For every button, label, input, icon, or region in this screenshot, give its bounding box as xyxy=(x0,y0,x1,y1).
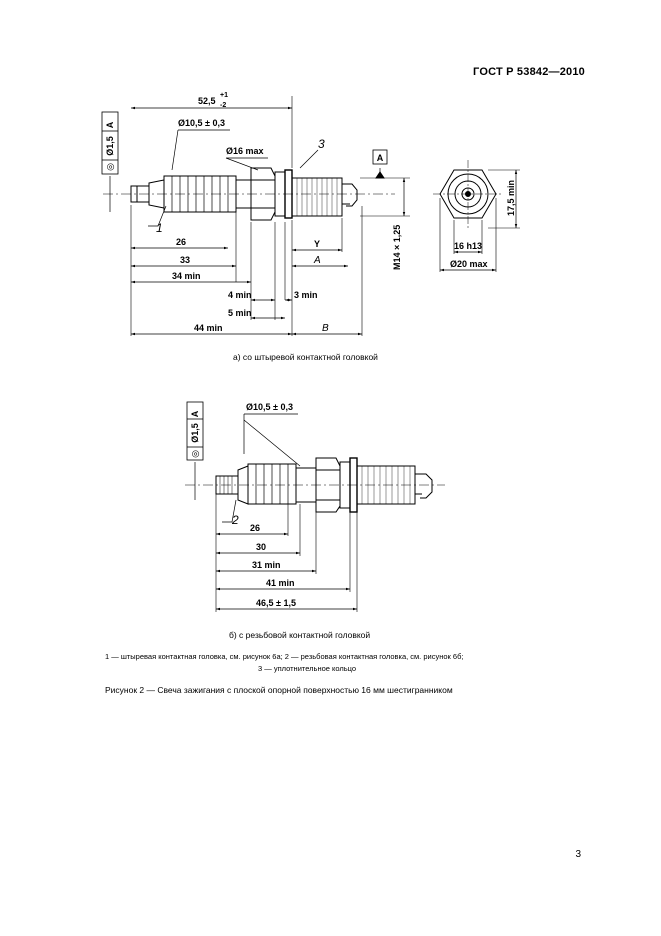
dim-b-len-30: 30 xyxy=(256,542,267,552)
fig-a-frame-symbol: ◎ xyxy=(105,163,115,171)
dim-overall-tol-upper: +1 xyxy=(220,92,228,99)
fig-b-frame-tol: Ø1,5 xyxy=(190,423,200,443)
dim-len-34min: 34 min xyxy=(172,271,201,281)
dim-overall-tol-lower: -2 xyxy=(220,102,227,109)
dim-len-33: 33 xyxy=(180,255,191,265)
legend xyxy=(105,651,463,675)
dim-b-len-41min: 41 min xyxy=(266,578,295,588)
dim-height-17-5: 17,5 min xyxy=(506,179,516,216)
figure-b-tolerance-frame xyxy=(187,402,203,460)
dim-len-26: 26 xyxy=(176,237,187,247)
fig-a-frame-tol: Ø1,5 xyxy=(105,136,115,156)
callout-1: 1 xyxy=(156,221,163,235)
dim-letter-a: A xyxy=(314,255,321,266)
standard-header: ГОСТ Р 53842—2010 xyxy=(473,66,585,78)
dim-overall: 52,5 xyxy=(198,96,216,106)
fig-b-datum-letter: A xyxy=(190,410,200,418)
figure-a-drawing xyxy=(103,96,520,336)
legend-line-1: 1 — штыревая контактная головка, см. рисунок 6а; 2 — резьбовая контактная головка, см. рисунок 6б; xyxy=(105,652,464,661)
datum-a-letter: A xyxy=(376,153,384,163)
dim-b-len-26: 26 xyxy=(250,523,261,533)
dim-b-dia-thread-head: Ø10,5 ± 0,3 xyxy=(246,402,293,412)
dim-b-len-31min: 31 min xyxy=(252,560,281,570)
dim-len-44min: 44 min xyxy=(194,323,223,333)
dim-dia-thread-head: Ø10,5 ± 0,3 xyxy=(178,118,225,128)
dim-thread: M14 × 1,25 xyxy=(392,224,402,270)
figure-b-caption: б) с резьбовой контактной головкой xyxy=(229,630,371,640)
dim-dia-20max: Ø20 max xyxy=(450,259,488,269)
dim-hex: 16 h13 xyxy=(454,241,483,251)
figure-a-caption: а) со штыревой контактной головкой xyxy=(233,352,378,362)
dim-letter-y: Y xyxy=(314,239,321,249)
callout-2: 2 xyxy=(232,513,239,527)
callout-3: 3 xyxy=(318,137,325,151)
figure-b-dimension-labels xyxy=(231,402,296,608)
figure-b-drawing xyxy=(185,414,445,612)
legend-line-2: 3 — уплотнительное кольцо xyxy=(258,664,357,673)
dim-b-len-46-5: 46,5 ± 1,5 xyxy=(256,598,296,608)
dim-letter-b: B xyxy=(322,323,329,334)
page-number: 3 xyxy=(575,849,581,860)
fig-a-datum-letter: A xyxy=(105,121,115,129)
fig-b-frame-symbol: ◎ xyxy=(190,450,200,458)
dim-len-5min: 5 min xyxy=(228,308,252,318)
figure-a-datum-box xyxy=(373,150,387,164)
dim-len-4min: 4 min xyxy=(228,290,252,300)
dim-len-3min: 3 min xyxy=(294,290,318,300)
figure-title: Рисунок 2 — Свеча зажигания с плоской опорной поверхностью 16 мм шестигранником xyxy=(105,685,453,695)
figure-a-tolerance-frame xyxy=(102,112,118,174)
dim-dia-16max: Ø16 max xyxy=(226,146,264,156)
